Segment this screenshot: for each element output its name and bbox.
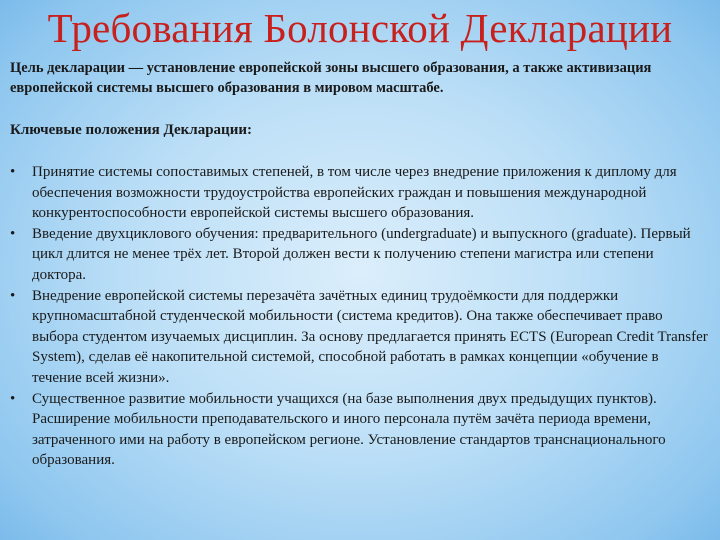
list-item-text: Существенное развитие мобильности учащихся (на базе выполнения двух предыдущих пунктов). Расширение мобильности преподавательского и иного персонала путём зачёта периода времени, затраченного ими на работу в европейском регионе. Установление стандартов транснационального образования. [32, 390, 666, 469]
list-item-text: Внедрение европейской системы перезачёта зачётных единиц трудоёмкости для поддержки крупномасштабной студенческой мобильности (система кредитов). Она также обеспечивает право выбора студентом изучаемых дисциплин. За основу предлагается принять ECTS (European Credit Transfer System), сделав её накопительной системой, способной работать в рамках концепции «обучение в течение всей жизни». [32, 287, 708, 386]
provisions-list [10, 162, 710, 471]
bullet-icon: • [10, 287, 16, 304]
list-item-text: Введение двухциклового обучения: предварительного (undergraduate) и выпускного (graduate). Первый цикл длится не менее трёх лет. Второй должен вести к получению степени магистра или степени доктора. [32, 225, 691, 283]
list-item [10, 224, 710, 286]
list-item [10, 162, 710, 224]
slide-content [10, 58, 710, 471]
list-item-text: Принятие системы сопоставимых степеней, в том числе через внедрение приложения к диплому для обеспечения возможности трудоустройства европейских граждан и повышения международной конкурентоспособности европейской системы высшего образования. [32, 164, 677, 222]
key-provisions-heading: Ключевые положения Декларации: [10, 122, 252, 138]
bullet-icon: • [10, 390, 16, 407]
declaration-goal-text: Цель декларации — установление европейской зоны высшего образования, а также активизация европейской системы высшего образования в мировом масштабе. [10, 60, 652, 96]
list-item [10, 286, 710, 389]
bullet-icon: • [10, 225, 16, 242]
bullet-icon: • [10, 164, 16, 180]
list-item [10, 389, 710, 471]
slide-title: Требования Болонской Декларации [47, 5, 673, 51]
